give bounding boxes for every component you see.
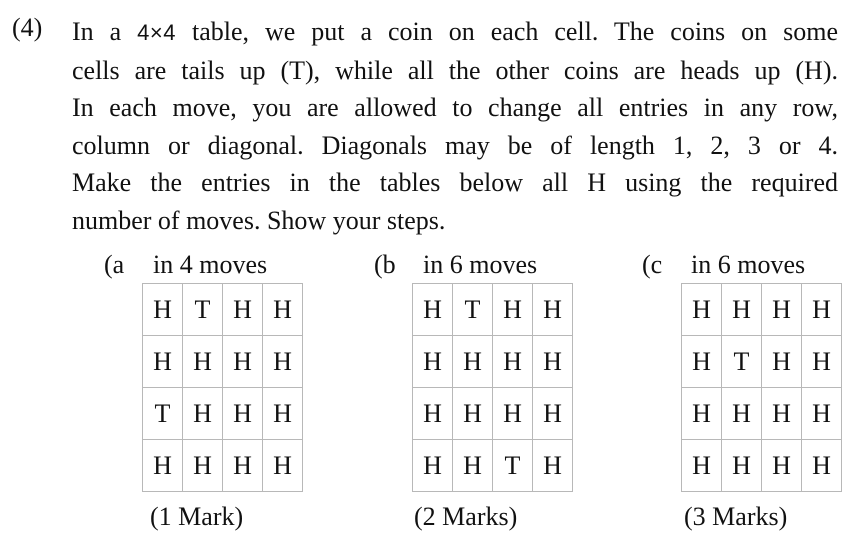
question-number: (4): [12, 13, 43, 42]
grid-row: [413, 388, 573, 440]
grid-cell: H: [143, 336, 183, 388]
grid-cell: H: [413, 336, 453, 388]
grid-size-expression: 4×4: [137, 20, 176, 45]
grid-cell: H: [762, 284, 802, 336]
grid-cell: T: [493, 440, 533, 492]
grid-cell: H: [183, 336, 223, 388]
grid-cell: T: [453, 284, 493, 336]
question-line-3: In each move, you are allowed to change all entries in any row,: [72, 93, 838, 122]
grid-row: [413, 336, 573, 388]
grid-cell: H: [802, 336, 842, 388]
grid-cell: H: [223, 336, 263, 388]
grid-cell: H: [762, 440, 802, 492]
part-c-moves: in 6 moves: [691, 250, 806, 279]
grid-cell: H: [143, 440, 183, 492]
part-c-letter: (c: [642, 250, 663, 279]
grid-cell: H: [722, 284, 762, 336]
grid-cell: H: [533, 388, 573, 440]
part-c-coin-grid: [681, 283, 842, 492]
question-line-4: column or diagonal. Diagonals may be of length 1, 2, 3 or 4.: [72, 130, 838, 160]
grid-cell: H: [682, 388, 722, 440]
grid-cell: H: [722, 440, 762, 492]
part-b-marks: (2 Marks): [414, 502, 518, 531]
grid-cell: H: [263, 284, 303, 336]
grid-cell: H: [223, 284, 263, 336]
grid-row: [143, 284, 303, 336]
grid-cell: H: [183, 440, 223, 492]
grid-cell: H: [762, 336, 802, 388]
question-line-5: Make the entries in the tables below all H using the required: [72, 168, 838, 197]
question-text: [72, 13, 838, 239]
grid-cell: H: [533, 284, 573, 336]
grid-row: [143, 336, 303, 388]
grid-cell: H: [263, 440, 303, 492]
grid-cell: T: [722, 336, 762, 388]
grid-cell: H: [682, 336, 722, 388]
grid-cell: H: [493, 388, 533, 440]
grid-cell: H: [802, 388, 842, 440]
question-line-6: number of moves. Show your steps.: [72, 205, 446, 235]
grid-row: [413, 284, 573, 336]
part-a-moves: in 4 moves: [153, 250, 268, 279]
part-a-letter: (a: [104, 250, 125, 279]
grid-cell: H: [802, 440, 842, 492]
part-a-marks: (1 Mark): [150, 502, 244, 531]
grid-cell: H: [413, 284, 453, 336]
grid-cell: H: [453, 336, 493, 388]
grid-cell: H: [802, 284, 842, 336]
grid-cell: H: [762, 388, 802, 440]
grid-cell: H: [682, 284, 722, 336]
grid-cell: H: [263, 388, 303, 440]
part-b-heading: [374, 245, 538, 285]
part-c-heading: [642, 245, 806, 285]
grid-cell: H: [533, 336, 573, 388]
grid-row: [413, 440, 573, 492]
grid-cell: H: [223, 440, 263, 492]
grid-row: [143, 388, 303, 440]
part-b-letter: (b: [374, 250, 396, 279]
grid-cell: H: [682, 440, 722, 492]
grid-cell: T: [143, 388, 183, 440]
grid-row: [682, 388, 842, 440]
grid-cell: H: [263, 336, 303, 388]
grid-cell: H: [533, 440, 573, 492]
part-c-marks: (3 Marks): [684, 502, 788, 531]
question-line-2: cells are tails up (T), while all the other coins are heads up (H).: [72, 55, 838, 85]
grid-row: [682, 440, 842, 492]
part-b-coin-grid: [412, 283, 573, 492]
question-line-1: In a 4×4 table, we put a coin on each cell. The coins on some: [72, 17, 839, 46]
grid-cell: H: [722, 388, 762, 440]
grid-cell: T: [183, 284, 223, 336]
grid-cell: H: [493, 284, 533, 336]
grid-cell: H: [413, 388, 453, 440]
grid-row: [143, 440, 303, 492]
grid-cell: H: [413, 440, 453, 492]
grid-cell: H: [453, 440, 493, 492]
part-b-moves: in 6 moves: [423, 250, 538, 279]
part-a-coin-grid: [142, 283, 303, 492]
grid-row: [682, 336, 842, 388]
grid-cell: H: [493, 336, 533, 388]
grid-cell: H: [453, 388, 493, 440]
part-a-heading: [104, 245, 268, 285]
grid-row: [682, 284, 842, 336]
grid-cell: H: [143, 284, 183, 336]
grid-cell: H: [183, 388, 223, 440]
grid-cell: H: [223, 388, 263, 440]
